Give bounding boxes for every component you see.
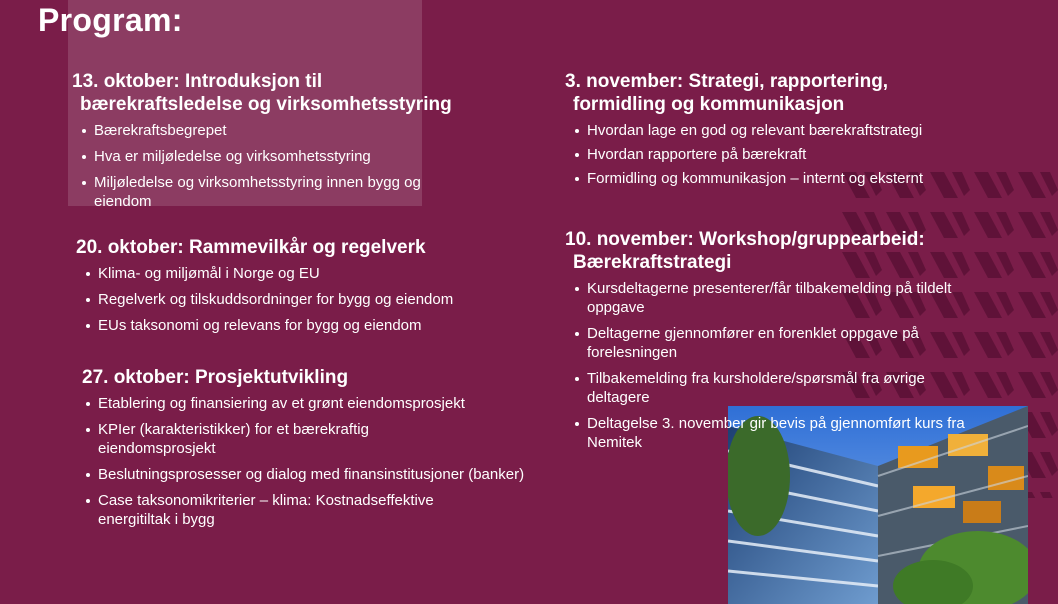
page-title: Program:: [38, 2, 183, 38]
section-title-line1: Introduksjon til: [184, 71, 323, 92]
list-item: Hvordan rapportere på bærekraft: [575, 145, 1015, 164]
list-item: Tilbakemelding fra kursholdere/spørsmål fra øvrige deltagere: [575, 369, 987, 407]
list-item: Etablering og finansiering av et grønt eiendomsprosjekt: [86, 394, 538, 413]
list-item: Deltagelse 3. november gir bevis på gjennomført kurs fra Nemitek: [575, 414, 1007, 452]
list-item: Hva er miljøledelse og virksomhetsstyring: [82, 147, 512, 166]
list-item: Regelverk og tilskuddsordninger for bygg og eiendom: [86, 290, 516, 309]
section-date: 3. november:: [565, 71, 684, 92]
section-date: 13. oktober:: [72, 71, 180, 92]
list-item: Kursdeltagerne presenterer/får tilbakemelding på tildelt oppgave: [575, 279, 977, 317]
section-heading: [565, 70, 1015, 116]
list-item: Bærekraftsbegrepet: [82, 121, 512, 140]
list-item: Hvordan lage en god og relevant bærekraftstrategi: [575, 121, 1015, 140]
list-item: KPIer (karakteristikker) for et bærekraftig eiendomsprosjekt: [86, 420, 438, 458]
section-list: [76, 264, 516, 335]
list-item: Miljøledelse og virksomhetsstyring innen bygg og eiendom: [82, 173, 474, 211]
list-item: Beslutningsprosesser og dialog med finansinstitusjoner (banker): [86, 465, 538, 484]
section-title-line1: Workshop/gruppearbeid:: [699, 229, 925, 250]
section-date: 10. november:: [565, 229, 694, 250]
section-title-line1: Strategi, rapportering,: [688, 71, 889, 92]
section-13-oktober: [72, 70, 512, 218]
list-item: Klima- og miljømål i Norge og EU: [86, 264, 516, 283]
section-date: 27. oktober:: [82, 367, 190, 388]
section-title-line2: formidling og kommunikasjon: [573, 94, 845, 115]
section-title-line1: Prosjektutvikling: [194, 367, 349, 388]
list-item: Deltagerne gjennomfører en forenklet oppgave på forelesningen: [575, 324, 977, 362]
section-title-line1: Rammevilkår og regelverk: [188, 237, 426, 258]
section-heading: [72, 70, 512, 116]
section-list: [82, 394, 532, 529]
section-list: [565, 121, 1015, 188]
section-heading: [76, 236, 516, 259]
section-10-november: [565, 228, 995, 459]
section-list: [565, 279, 995, 452]
section-list: [72, 121, 512, 211]
section-title-line2: Bærekraftstrategi: [573, 252, 732, 273]
section-20-oktober: [76, 236, 516, 342]
section-heading: [565, 228, 995, 274]
section-3-november: [565, 70, 1015, 195]
list-item: Formidling og kommunikasjon – internt og eksternt: [575, 169, 1015, 188]
list-item: EUs taksonomi og relevans for bygg og eiendom: [86, 316, 516, 335]
section-heading: [82, 366, 532, 389]
section-27-oktober: [82, 366, 532, 536]
section-title-line2: bærekraftsledelse og virksomhetsstyring: [80, 94, 452, 115]
section-date: 20. oktober:: [76, 237, 184, 258]
list-item: Case taksonomikriterier – klima: Kostnadseffektive energitiltak i bygg: [86, 491, 498, 529]
